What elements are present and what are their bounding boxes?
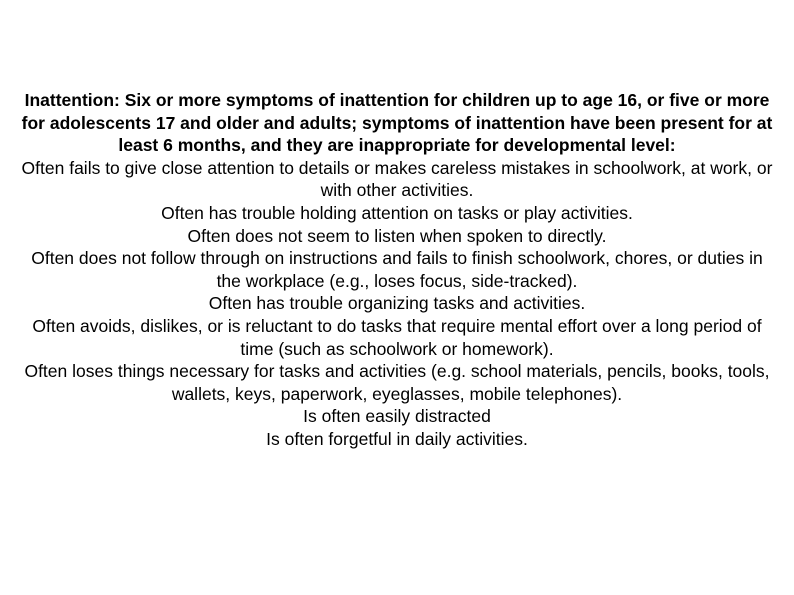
symptom-item: Often avoids, dislikes, or is reluctant to do tasks that require mental effort over a long period of time (such as schoolwork or homework). [32, 315, 762, 359]
symptom-item: Often loses things necessary for tasks and activities (e.g. school materials, pencils, books, tools, wallets, keys, paperwork, eyeglasses, mobile telephones). [24, 361, 770, 404]
symptom-item: Is often forgetful in daily activities. [266, 428, 528, 449]
slide-content [20, 89, 774, 451]
symptom-item: Is often easily distracted [303, 406, 491, 427]
symptom-item: Often fails to give close attention to details or makes careless mistakes in schoolwork, at work, or with other activities. [21, 157, 773, 201]
symptom-list [20, 157, 774, 451]
symptom-item: Often does not follow through on instructions and fails to finish schoolwork, chores, or duties in the workplace (e.g., loses focus, side-tracked). [31, 248, 763, 291]
symptom-item: Often has trouble holding attention on tasks or play activities. [161, 202, 633, 223]
symptom-item: Often does not seem to listen when spoken to directly. [187, 225, 607, 246]
symptom-item: Often has trouble organizing tasks and activities. [208, 293, 586, 314]
inattention-heading: Inattention: Six or more symptoms of inattention for children up to age 16, or five or more for adolescents 17 and older and adults; symptoms of inattention have been present for at least 6 months, and they are inappropriate for developmental level: [21, 90, 773, 156]
